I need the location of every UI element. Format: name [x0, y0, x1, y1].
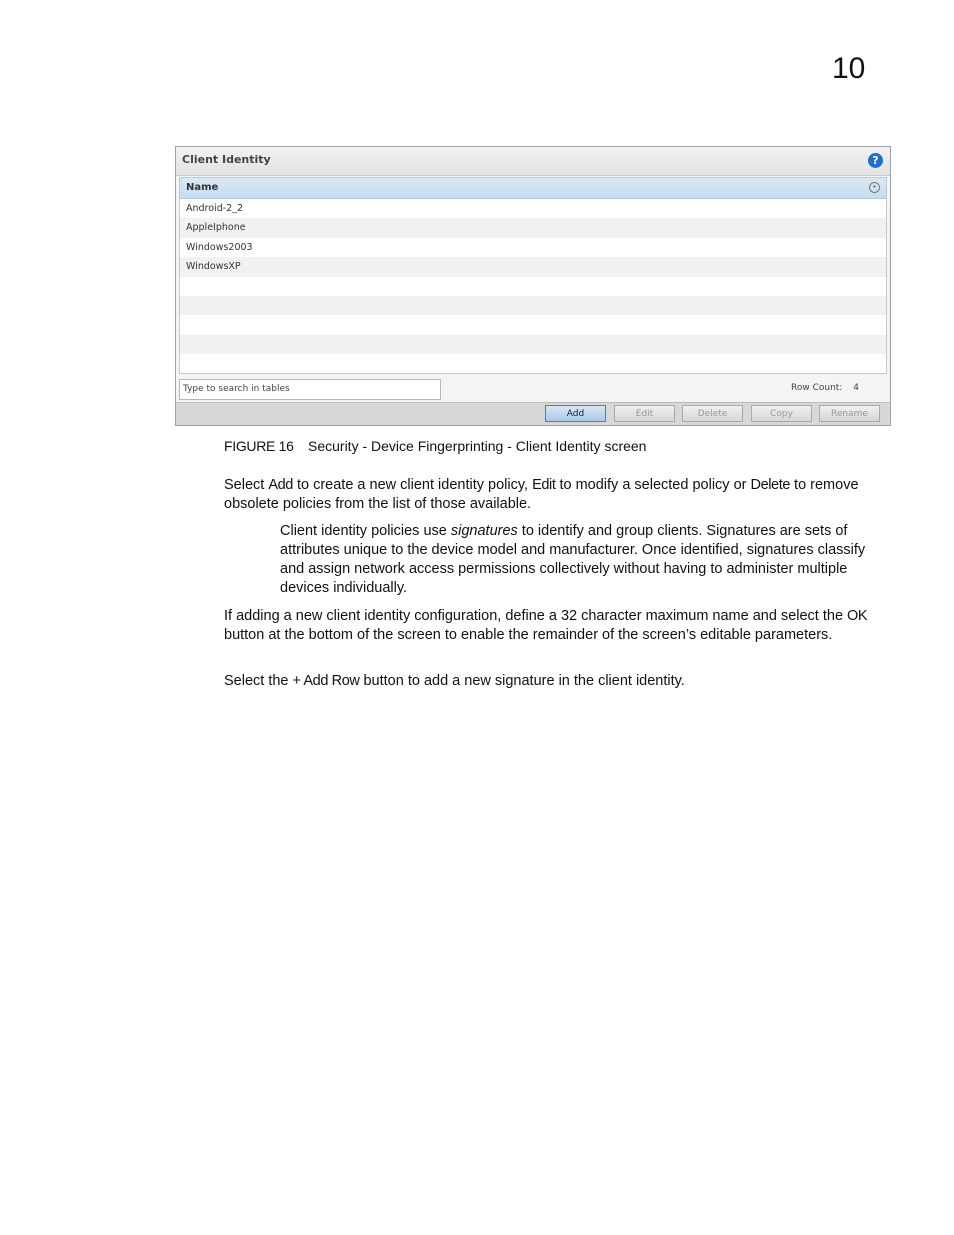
table-row[interactable]: Android-2_2 — [186, 203, 243, 214]
table-row-empty — [180, 354, 886, 373]
button-bar — [176, 402, 890, 425]
emphasis-signatures: signatures — [450, 523, 518, 539]
table-row-empty — [180, 277, 886, 296]
client-identity-panel — [175, 146, 891, 426]
table-row-empty — [180, 296, 886, 315]
note-paragraph — [280, 522, 874, 598]
table-row-empty — [180, 315, 886, 334]
paragraph-add-row — [224, 672, 874, 691]
client-identity-table — [179, 177, 887, 374]
text: Client identity policies use — [280, 523, 451, 539]
text: button at the bottom of the screen to enable the remainder of the screen’s editable parameters. — [224, 627, 833, 643]
text: If adding a new client identity configuration, define a 32 character maximum name and select the — [224, 608, 848, 624]
figure-label: FIGURE 16 — [224, 438, 294, 454]
keyword-add: Add — [268, 477, 293, 493]
text: to modify a selected policy or — [555, 477, 751, 493]
table-row[interactable]: Windows2003 — [186, 241, 253, 253]
table-row[interactable]: AppleIphone — [180, 218, 886, 237]
keyword-add-row: + Add Row — [292, 673, 360, 689]
paragraph-select-actions — [224, 476, 874, 514]
edit-button[interactable]: Edit — [614, 405, 675, 422]
table-row-empty — [180, 335, 886, 354]
rename-button[interactable]: Rename — [819, 405, 880, 422]
row-count — [791, 383, 859, 393]
chapter-number: 10 — [832, 52, 866, 85]
table-row[interactable]: WindowsXP — [180, 257, 886, 276]
panel-header — [176, 147, 890, 176]
column-header-name[interactable] — [180, 178, 886, 199]
add-button[interactable]: Add — [545, 405, 606, 422]
row-count-value: 4 — [853, 383, 859, 393]
text: Select the — [224, 673, 293, 689]
keyword-edit: Edit — [532, 477, 556, 493]
row-count-label: Row Count: — [791, 383, 843, 393]
keyword-delete: Delete — [750, 477, 791, 493]
text: to remove obsolete policies from the list of those available. — [224, 477, 859, 512]
delete-button[interactable]: Delete — [682, 405, 743, 422]
text: to identify and group clients. Signatures are sets of attributes unique to the device model and manufacturer. Once identified, signatures classify and assign network access permissions collectively without having to administer multiple devices individually. — [280, 523, 866, 596]
keyword-ok: OK — [847, 608, 868, 624]
text: button to add a new signature in the client identity. — [359, 673, 685, 689]
figure-caption-text: Security - Device Fingerprinting - Client Identity screen — [308, 438, 647, 454]
column-menu-icon[interactable]: • — [869, 182, 880, 193]
search-input[interactable]: Type to search in tables — [179, 379, 441, 400]
help-icon[interactable]: ? — [868, 153, 883, 168]
column-header-label: Name — [186, 182, 219, 193]
text: Select — [224, 477, 269, 493]
paragraph-new-config — [224, 607, 874, 645]
panel-title: Client Identity — [182, 153, 271, 166]
figure-caption — [224, 438, 647, 454]
text: to create a new client identity policy, — [292, 477, 533, 493]
copy-button[interactable]: Copy — [751, 405, 812, 422]
